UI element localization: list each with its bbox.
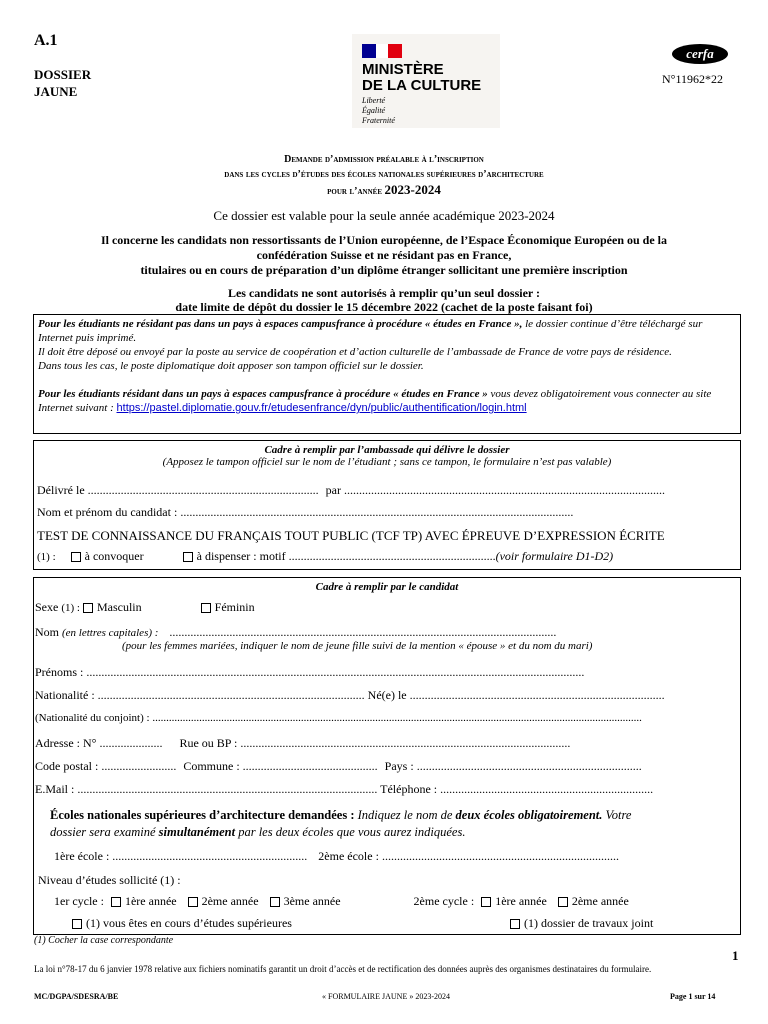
portfolio-label: (1) dossier de travaux joint xyxy=(524,916,654,930)
married-note: (pour les femmes mariées, indiquer le nom de jeune fille suivi de la mention « épouse » et du nom du mari) xyxy=(122,640,593,652)
phone-label: Téléphone : xyxy=(380,782,438,796)
email-label: E.Mail : xyxy=(35,782,75,796)
dossier-label xyxy=(34,66,91,100)
motto-fraternite: Fraternité xyxy=(362,116,395,125)
street-label: Rue ou BP : xyxy=(179,736,238,750)
portfolio-checkbox[interactable] xyxy=(510,919,520,929)
concern-line3: titulaires ou en cours de préparation d’un diplôme étranger sollicitant une première inscription xyxy=(140,263,628,277)
tcf-note: (1) : xyxy=(37,551,56,563)
cycle2-label: 2ème cycle : xyxy=(413,894,475,908)
female-checkbox[interactable] xyxy=(201,603,211,613)
cycle1-year2-checkbox[interactable] xyxy=(188,897,198,907)
schools-instructions xyxy=(50,807,730,841)
nationality-label: Nationalité : xyxy=(35,688,95,702)
notice-p1-rest: le dossier continue d’être téléchargé sur Internet puis imprimé. xyxy=(38,318,703,344)
commune-field[interactable]: ............................................. xyxy=(242,759,378,773)
concern-line2: confédération Suisse et ne résidant pas en France, xyxy=(256,248,512,262)
email-row xyxy=(35,782,735,797)
address-number-field[interactable]: ..................... xyxy=(99,736,163,750)
schools-row xyxy=(54,849,734,864)
form-code: A.1 xyxy=(34,32,58,49)
footer-reference: MC/DGPA/SDESRA/BE xyxy=(34,992,119,1001)
spouse-nationality-label: (Nationalité du conjoint) : xyxy=(35,712,150,724)
cycle2-year1-checkbox[interactable] xyxy=(481,897,491,907)
delivered-row xyxy=(37,483,737,498)
address-row xyxy=(35,736,735,751)
address-number-label: Adresse : N° xyxy=(35,736,97,750)
born-field[interactable]: ..................................................................................... xyxy=(409,688,665,702)
title-line1: Demande d’admission préalable à l’inscription xyxy=(284,154,484,165)
ministry-logo xyxy=(352,34,500,128)
delivered-label: Délivré le xyxy=(37,483,85,497)
sex-label: Sexe xyxy=(35,600,59,614)
lastname-field[interactable]: ................................................................................................................................. xyxy=(169,625,557,639)
by-field[interactable]: ........................................................................................................... xyxy=(343,483,665,497)
concern-line1: Il concerne les candidats non ressortissants de l’Union européenne, de l’Espace Économique Européen ou de la xyxy=(100,233,668,247)
authorized-text: Les candidats ne sont autorisés à remplir qu’un seul dossier : xyxy=(227,286,541,300)
nationality-field[interactable]: ......................................................................................... xyxy=(97,688,365,702)
convoke-checkbox[interactable] xyxy=(71,552,81,562)
extra-options-row xyxy=(72,916,732,931)
schools-text2: Votre xyxy=(602,808,632,822)
validity-text: Ce dossier est valable pour la seule année académique 2023-2024 xyxy=(213,208,555,223)
exempt-checkbox[interactable] xyxy=(183,552,193,562)
notice-p1-bold: Pour les étudiants ne résidant pas dans un pays à espaces campusfrance à procédure « études en France », xyxy=(38,318,523,330)
cycle1-year1-checkbox[interactable] xyxy=(111,897,121,907)
cerfa-number: N°11962*22 xyxy=(662,72,724,86)
postal-row xyxy=(35,759,735,774)
page-number: 1 xyxy=(732,948,739,963)
cycle1-year1-label: 1ère année xyxy=(124,894,177,908)
embassy-name-row: Nom et prénom du candidat : ................................................................................................................................... xyxy=(37,505,574,519)
schools-text-bold: deux écoles obligatoirement. xyxy=(455,808,603,822)
lastname-row xyxy=(35,625,735,640)
in-progress-label: (1) vous êtes en cours d’études supérieures xyxy=(86,916,292,930)
cycle1-label: 1er cycle : xyxy=(54,894,104,908)
firstname-field[interactable]: ...................................................................................................................................................................... xyxy=(86,665,585,679)
cycle2-year2-label: 2ème année xyxy=(571,894,629,908)
country-label: Pays : xyxy=(384,759,414,773)
tcf-options-row xyxy=(37,549,737,564)
email-field[interactable]: .................................................................................................... xyxy=(77,782,378,796)
schools-line2c: par les deux écoles que vous aurez indiquées. xyxy=(235,825,466,839)
study-level-label: Niveau d’études sollicité (1) : xyxy=(38,873,181,887)
schools-line2b: simultanément xyxy=(158,825,236,839)
candidate-name-label: Nom et prénom du candidat xyxy=(37,505,171,519)
born-label: Né(e) le xyxy=(367,688,407,702)
postal-code-label: Code postal : xyxy=(35,759,99,773)
school1-field[interactable]: ................................................................. xyxy=(112,849,308,863)
exempt-label: à dispenser : motif xyxy=(196,549,286,563)
candidate-name-field[interactable]: ................................................................................................................................... xyxy=(180,505,574,519)
cycle2-year1-label: 1ère année xyxy=(495,894,547,908)
notice-p2: Il doit être déposé ou envoyé par la poste au service de coopération et d’action culturelle de l’ambassade de France de votre pays de résidence. xyxy=(38,346,672,358)
tcf-test-label: TEST DE CONNAISSANCE DU FRANÇAIS TOUT PUBLIC (TCF TP) AVEC ÉPREUVE D’EXPRESSION ÉCRITE xyxy=(37,528,665,543)
embassy-box xyxy=(33,440,741,570)
law-notice: La loi n°78-17 du 6 janvier 1978 relative aux fichiers nominatifs garantit un droit d’accès et de rectification des données auprès des organismes destinataires du formulaire. xyxy=(34,964,652,974)
spouse-nationality-row xyxy=(35,712,735,724)
candidate-box xyxy=(33,577,741,935)
phone-field[interactable]: ....................................................................... xyxy=(440,782,654,796)
notice-box xyxy=(33,314,741,434)
ministry-line1: MINISTÈRE xyxy=(362,61,444,78)
schools-line2a: dossier sera examiné xyxy=(50,825,159,839)
nationality-row xyxy=(35,688,735,703)
cerfa-logo: cerfa xyxy=(672,44,728,64)
title-year-prefix: pour l’année xyxy=(327,186,382,197)
title-line2: dans les cycles d’études des écoles nationales supérieures d’architecture xyxy=(224,169,544,180)
etudes-en-france-link[interactable]: https://pastel.diplomatie.gouv.fr/etudesenfrance/dyn/public/authentification/login.html xyxy=(116,402,527,414)
deadline-block xyxy=(0,286,768,314)
cycle2-year2-checkbox[interactable] xyxy=(558,897,568,907)
footer-page-of: Page 1 sur 14 xyxy=(670,992,716,1001)
sex-row xyxy=(35,600,255,615)
male-label: Masculin xyxy=(96,600,142,614)
cycle-row xyxy=(54,894,734,909)
motto-liberte: Liberté xyxy=(362,96,386,105)
notice-p4-rest: vous devez obligatoirement vous connecter au site Internet suivant : xyxy=(38,388,712,414)
sex-note: (1) : xyxy=(61,602,80,614)
title-block xyxy=(0,152,768,199)
male-checkbox[interactable] xyxy=(83,603,93,613)
cycle1-year3-checkbox[interactable] xyxy=(270,897,280,907)
convoke-label: à convoquer xyxy=(84,549,144,563)
firstname-label: Prénoms : xyxy=(35,665,84,679)
schools-text1: Indiquez le nom de xyxy=(354,808,456,822)
footer-form-name: « FORMULAIRE JAUNE » 2023-2024 xyxy=(322,992,450,1001)
country-field[interactable]: ........................................................................... xyxy=(416,759,642,773)
street-field[interactable]: .............................................................................................................. xyxy=(240,736,571,750)
school2-field[interactable]: ............................................................................... xyxy=(381,849,619,863)
commune-label: Commune : xyxy=(183,759,240,773)
lastname-note: (en lettres capitales) : xyxy=(62,627,159,639)
firstname-row xyxy=(35,665,735,680)
by-label: par xyxy=(325,483,341,497)
cycle1-year3-label: 3ème année xyxy=(283,894,341,908)
notice-p4-bold: Pour les étudiants résidant dans un pays à espaces campusfrance à procédure « études en France » xyxy=(38,388,488,400)
deadline-text: date limite de dépôt du dossier le 15 décembre 2022 (cachet de la poste faisant foi) xyxy=(175,300,593,314)
concern-text xyxy=(20,233,748,278)
dossier-line2: JAUNE xyxy=(34,84,78,99)
marianne-flag-icon xyxy=(362,42,406,60)
candidate-title: Cadre à remplir par le candidat xyxy=(315,581,459,593)
school1-label: 1ère école : xyxy=(54,849,110,863)
lastname-label: Nom xyxy=(35,625,59,639)
in-progress-checkbox[interactable] xyxy=(72,919,82,929)
ministry-line2: DE LA CULTURE xyxy=(362,77,482,94)
cycle1-year2-label: 2ème année xyxy=(201,894,259,908)
notice-p3: Dans tous les cas, le poste diplomatique doit apposer son tampon officiel sur le dossier. xyxy=(38,360,424,372)
female-label: Féminin xyxy=(214,600,255,614)
motto-egalite: Égalité xyxy=(362,106,386,115)
tick-note: (1) Cocher la case correspondante xyxy=(34,935,174,946)
spouse-nationality-field[interactable]: .................................................................................................................................................................................. xyxy=(152,712,642,724)
embassy-subtitle: (Apposez le tampon officiel sur le nom de l’étudiant ; sans ce tampon, le formulaire n’est pas valable) xyxy=(162,456,612,468)
school2-label: 2ème école : xyxy=(318,849,379,863)
embassy-title: Cadre à remplir par l’ambassade qui délivre le dossier xyxy=(264,444,510,456)
postal-code-field[interactable]: ......................... xyxy=(101,759,177,773)
title-year: 2023-2024 xyxy=(384,182,441,197)
dossier-line1: DOSSIER xyxy=(34,67,92,82)
delivered-field[interactable]: ............................................................................. xyxy=(87,483,319,497)
schools-heading: Écoles nationales supérieures d’architecture demandées : xyxy=(50,808,355,822)
see-form-note: (voir formulaire D1-D2) xyxy=(495,549,614,563)
exempt-reason-field[interactable]: ..................................................................... xyxy=(288,549,496,563)
